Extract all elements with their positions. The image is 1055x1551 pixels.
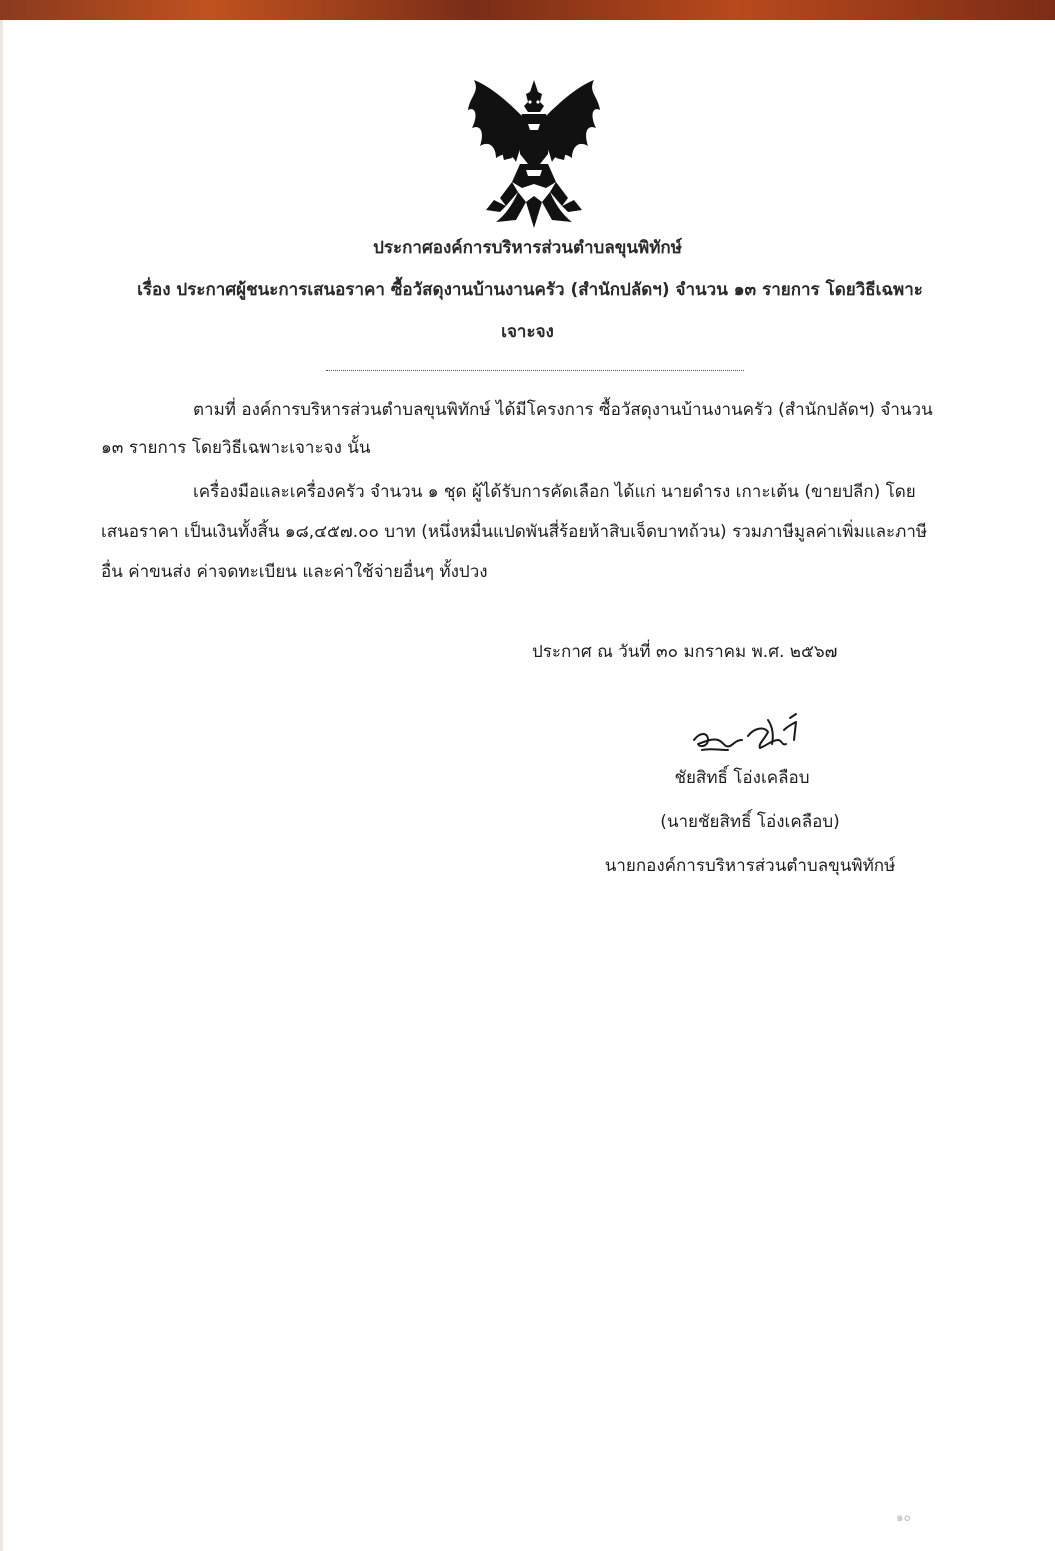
body-paragraph-2-line-1: เครื่องมือและเครื่องครัว จำนวน ๑ ชุด ผู้ได้รับการคัดเลือก ได้แก่ นายดำรง เกาะเต้น (ขายปลีก) โดย: [193, 482, 916, 502]
signature-name: ชัยสิทธิ์ โอ่งเคลือบ: [674, 768, 810, 788]
scan-top-edge: [0, 0, 1055, 20]
announcement-subject-continued: เจาะจง: [501, 322, 554, 342]
garuda-emblem-icon: [460, 72, 608, 232]
announcement-date: ประกาศ ณ วันที่ ๓๐ มกราคม พ.ศ. ๒๕๖๗: [532, 642, 838, 662]
title-divider: [326, 370, 744, 371]
signatory-full-name: (นายชัยสิทธิ์ โอ่งเคลือบ): [660, 812, 840, 832]
page-number: ๑๐: [896, 1510, 911, 1524]
body-paragraph-1-line-2: ๑๓ รายการ โดยวิธีเฉพาะเจาะจง นั้น: [101, 438, 371, 458]
announcement-subject: เรื่อง ประกาศผู้ชนะการเสนอราคา ซื้อวัสดุงานบ้านงานครัว (สำนักปลัดฯ) จำนวน ๑๓ รายการ โดยวิธีเฉพาะ: [137, 280, 923, 300]
body-paragraph-2-line-3: อื่น ค่าขนส่ง ค่าจดทะเบียน และค่าใช้จ่ายอื่นๆ ทั้งปวง: [101, 562, 488, 582]
body-paragraph-2-line-2: เสนอราคา เป็นเงินทั้งสิ้น ๑๘,๔๕๗.๐๐ บาท (หนึ่งหมื่นแปดพันสี่ร้อยห้าสิบเจ็ดบาทถ้วน) รวมภาษีมูลค่าเพิ่มและภาษี: [101, 522, 928, 542]
signatory-position: นายกองค์การบริหารส่วนตำบลขุนพิทักษ์: [604, 856, 896, 876]
body-paragraph-1-line-1: ตามที่ องค์การบริหารส่วนตำบลขุนพิทักษ์ ได้มีโครงการ ซื้อวัสดุงานบ้านงานครัว (สำนักปลัดฯ) จำนวน: [193, 400, 933, 420]
handwritten-signature-icon: [688, 710, 810, 760]
announcement-title: ประกาศองค์การบริหารส่วนตำบลขุนพิทักษ์: [373, 238, 682, 258]
